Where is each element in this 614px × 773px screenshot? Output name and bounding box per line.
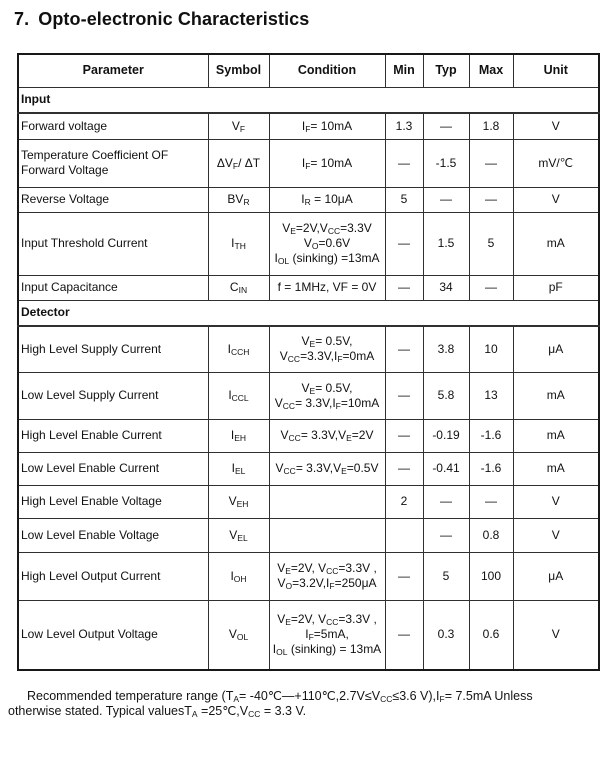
- cell-symbol: $BV_R$: [208, 187, 269, 212]
- condition-line: $I_F=5mA$,: [305, 627, 349, 643]
- table-header-row: [18, 54, 599, 87]
- characteristics-table: [17, 53, 600, 671]
- cell-condition: [269, 372, 385, 419]
- cell-condition: [269, 187, 385, 212]
- table-row: [18, 600, 599, 670]
- cell-min: —: [385, 326, 423, 372]
- cell-parameter: Low Level Supply Current: [18, 372, 208, 419]
- cell-condition: [269, 326, 385, 372]
- cell-unit: V: [513, 113, 599, 139]
- footnote-line: otherwise stated. Typical valuesT$_A$ $=25℃,V_{CC} = 3.3$ V.: [8, 704, 307, 719]
- condition-line: $I_{OL}$ (sinking) = 13mA: [272, 642, 382, 658]
- cell-typ: -0.19: [423, 419, 469, 452]
- table-row: [18, 485, 599, 518]
- cell-min: —: [385, 212, 423, 275]
- cell-max: 1.8: [469, 113, 513, 139]
- cell-condition: [269, 452, 385, 485]
- condition-line: $I_{OL}$ (sinking) =13mA: [274, 251, 380, 266]
- cell-parameter: Input Capacitance: [18, 275, 208, 300]
- cell-condition: [269, 552, 385, 600]
- condition-line: f = 1MHz, VF = 0V: [277, 280, 377, 294]
- cell-parameter: High Level Enable Voltage: [18, 485, 208, 518]
- footnotes: [8, 688, 614, 718]
- section-label: Input: [18, 87, 599, 113]
- cell-max: -1.6: [469, 452, 513, 485]
- header-condition: Condition: [269, 54, 385, 87]
- table-row: [18, 113, 599, 139]
- cell-symbol: $I_{EH}$: [208, 419, 269, 452]
- cell-unit: V: [513, 187, 599, 212]
- table-row: [18, 452, 599, 485]
- condition-line: $V_{CC}=3.3V,I_F=0mA$: [279, 349, 375, 365]
- cell-condition: [269, 485, 385, 518]
- section-row: [18, 87, 599, 113]
- cell-typ: -0.41: [423, 452, 469, 485]
- cell-unit: mA: [513, 452, 599, 485]
- cell-unit: μA: [513, 552, 599, 600]
- cell-typ: -1.5: [423, 139, 469, 187]
- cell-typ: —: [423, 113, 469, 139]
- cell-symbol: $I_{TH}$: [208, 212, 269, 275]
- condition-line: $I_F= 10mA$: [301, 118, 353, 134]
- cell-min: —: [385, 600, 423, 670]
- cell-parameter: Temperature Coefficient OF Forward Voltage: [18, 139, 208, 187]
- table-row: [18, 372, 599, 419]
- cell-typ: 5.8: [423, 372, 469, 419]
- cell-unit: V: [513, 600, 599, 670]
- section-title-text: Opto-electronic Characteristics: [38, 9, 310, 29]
- cell-max: 100: [469, 552, 513, 600]
- table-row: [18, 139, 599, 187]
- cell-max: 5: [469, 212, 513, 275]
- header-min: Min: [385, 54, 423, 87]
- table-row: [18, 275, 599, 300]
- condition-line: $V_E= 0.5V$,: [301, 334, 353, 350]
- header-parameter: Parameter: [18, 54, 208, 87]
- cell-symbol: $I_{CCL}$: [208, 372, 269, 419]
- cell-max: -1.6: [469, 419, 513, 452]
- table-row: [18, 212, 599, 275]
- cell-parameter: Low Level Enable Voltage: [18, 518, 208, 552]
- cell-condition: [269, 212, 385, 275]
- table-body: [18, 87, 599, 670]
- datasheet-page: [0, 9, 614, 773]
- cell-unit: mA: [513, 419, 599, 452]
- cell-symbol: $C_{IN}$: [208, 275, 269, 300]
- cell-min: —: [385, 372, 423, 419]
- cell-max: —: [469, 187, 513, 212]
- cell-min: —: [385, 552, 423, 600]
- cell-typ: 5: [423, 552, 469, 600]
- cell-parameter: High Level Enable Current: [18, 419, 208, 452]
- cell-symbol: $\Delta V_F/$ ΔT: [208, 139, 269, 187]
- cell-unit: V: [513, 485, 599, 518]
- cell-parameter: Reverse Voltage: [18, 187, 208, 212]
- cell-condition: [269, 275, 385, 300]
- cell-parameter: Low Level Output Voltage: [18, 600, 208, 670]
- condition-line: $V_{CC}= 3.3V,V_E=2V$: [280, 428, 374, 443]
- cell-typ: 3.8: [423, 326, 469, 372]
- cell-symbol: $V_{EH}$: [208, 485, 269, 518]
- cell-symbol: $I_{CCH}$: [208, 326, 269, 372]
- cell-max: 10: [469, 326, 513, 372]
- condition-line: $V_O=3.2V,I_F=250\mu A$: [277, 576, 377, 591]
- cell-parameter: Low Level Enable Current: [18, 452, 208, 485]
- section-label: Detector: [18, 300, 599, 326]
- cell-symbol: $V_{EL}$: [208, 518, 269, 552]
- cell-typ: 0.3: [423, 600, 469, 670]
- cell-condition: [269, 113, 385, 139]
- condition-line: $V_{CC}= 3.3V,I_F=10mA$: [274, 395, 380, 411]
- cell-symbol: $I_{EL}$: [208, 452, 269, 485]
- cell-max: 13: [469, 372, 513, 419]
- table-row: [18, 518, 599, 552]
- cell-condition: [269, 419, 385, 452]
- section-row: [18, 300, 599, 326]
- condition-line: $V_O=0.6V$: [303, 236, 351, 251]
- cell-symbol: $I_{OH}$: [208, 552, 269, 600]
- table-row: [18, 326, 599, 372]
- cell-max: 0.6: [469, 600, 513, 670]
- cell-unit: mA: [513, 212, 599, 275]
- cell-max: —: [469, 485, 513, 518]
- cell-condition: [269, 600, 385, 670]
- cell-min: 1.3: [385, 113, 423, 139]
- cell-parameter: Forward voltage: [18, 113, 208, 139]
- condition-line: $V_E= 0.5V$,: [301, 380, 353, 396]
- cell-typ: 1.5: [423, 212, 469, 275]
- cell-symbol: $V_F$: [208, 113, 269, 139]
- page-title: [14, 9, 614, 30]
- cell-symbol: $V_{OL}$: [208, 600, 269, 670]
- condition-line: $V_E=2V,V_{CC}=3.3V$: [282, 221, 372, 236]
- footnote-line: Recommended temperature range ($T_A=$ $-40℃—+110℃,2.7V\le V_{CC}\le 3.6$ $V),I_F= 7.5mA$ Unless: [27, 689, 533, 704]
- cell-typ: —: [423, 518, 469, 552]
- condition-line: $V_E=2V$, $V_{CC}=3.3V$ ,: [277, 612, 377, 628]
- table-row: [18, 187, 599, 212]
- cell-min: [385, 518, 423, 552]
- cell-typ: —: [423, 187, 469, 212]
- header-symbol: Symbol: [208, 54, 269, 87]
- cell-condition: [269, 139, 385, 187]
- section-number: 7.: [14, 9, 30, 29]
- cell-min: —: [385, 452, 423, 485]
- cell-typ: —: [423, 485, 469, 518]
- cell-parameter: High Level Output Current: [18, 552, 208, 600]
- cell-unit: V: [513, 518, 599, 552]
- cell-min: —: [385, 419, 423, 452]
- condition-line: $I_R = 10\mu A$: [301, 192, 353, 207]
- header-unit: Unit: [513, 54, 599, 87]
- cell-parameter: High Level Supply Current: [18, 326, 208, 372]
- cell-unit: mV/℃: [513, 139, 599, 187]
- cell-unit: μA: [513, 326, 599, 372]
- cell-min: 2: [385, 485, 423, 518]
- condition-line: $V_{CC}= 3.3V,V_E=0.5V$: [275, 461, 379, 476]
- table-row: [18, 552, 599, 600]
- cell-min: —: [385, 275, 423, 300]
- condition-line: $I_F= 10mA$: [301, 155, 353, 171]
- cell-parameter: Input Threshold Current: [18, 212, 208, 275]
- header-max: Max: [469, 54, 513, 87]
- cell-max: —: [469, 275, 513, 300]
- cell-unit: pF: [513, 275, 599, 300]
- table-row: [18, 419, 599, 452]
- cell-unit: mA: [513, 372, 599, 419]
- cell-typ: 34: [423, 275, 469, 300]
- header-typ: Typ: [423, 54, 469, 87]
- cell-max: 0.8: [469, 518, 513, 552]
- cell-min: 5: [385, 187, 423, 212]
- cell-condition: [269, 518, 385, 552]
- cell-max: —: [469, 139, 513, 187]
- condition-line: $V_E=2V$, $V_{CC}=3.3V$ ,: [277, 561, 377, 576]
- cell-min: —: [385, 139, 423, 187]
